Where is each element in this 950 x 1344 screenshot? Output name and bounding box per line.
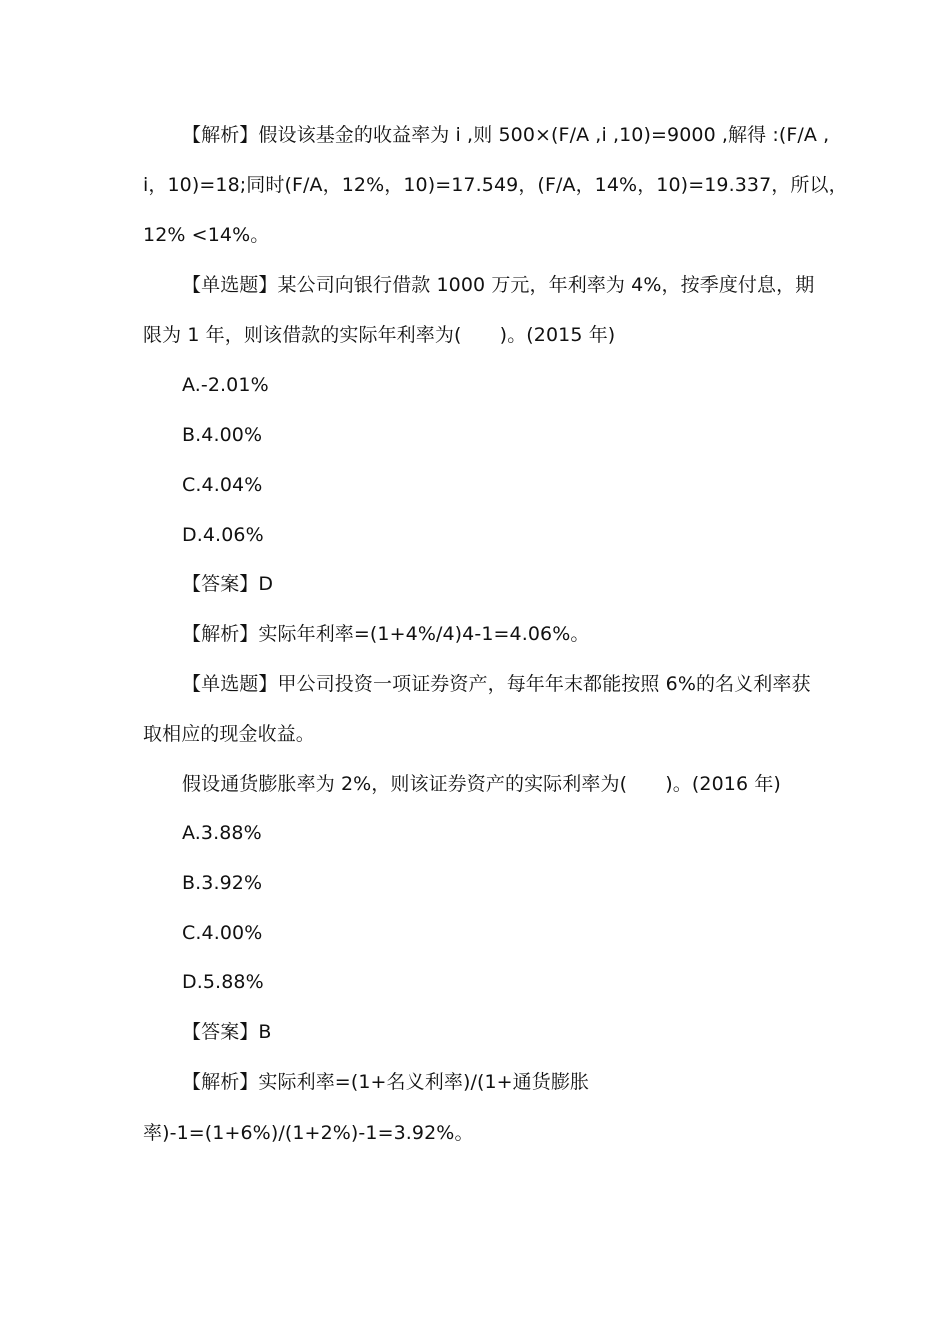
analysis-text-line: 【解析】实际年利率=(1+4%/4)4-1=4.06%。: [182, 623, 590, 645]
option-c: C.4.00%: [182, 922, 263, 944]
question-text-line: 限为 1 年，则该借款的实际年利率为( )。(2015 年): [143, 324, 616, 346]
question-text-line: 取相应的现金收益。: [143, 723, 315, 745]
question-text-line: 【单选题】甲公司投资一项证券资产，每年年末都能按照 6%的名义利率获: [182, 673, 811, 695]
option-d: D.5.88%: [182, 971, 264, 993]
option-b: B.4.00%: [182, 424, 263, 446]
option-d: D.4.06%: [182, 524, 264, 546]
analysis-text-line: 率)-1=(1+6%)/(1+2%)-1=3.92%。: [143, 1122, 474, 1144]
analysis-text-line: 12% <14%。: [143, 224, 270, 246]
option-b: B.3.92%: [182, 872, 263, 894]
analysis-text-line: i，10)=18;同时(F/A，12%，10)=17.549，(F/A，14%，10)=19.337，所以，: [143, 174, 848, 196]
option-a: A.3.88%: [182, 822, 262, 844]
question-text-line: 假设通货膨胀率为 2%，则该证券资产的实际利率为( )。(2016 年): [182, 773, 781, 795]
question-text-line: 【单选题】某公司向银行借款 1000 万元，年利率为 4%，按季度付息，期: [182, 274, 815, 296]
analysis-text-line: 【解析】实际利率=(1+名义利率)/(1+通货膨胀: [182, 1071, 590, 1093]
answer-line: 【答案】B: [182, 1021, 272, 1043]
answer-line: 【答案】D: [182, 573, 274, 595]
option-a: A.-2.01%: [182, 374, 269, 396]
option-c: C.4.04%: [182, 474, 263, 496]
analysis-text-line: 【解析】假设该基金的收益率为 i ,则 500×(F/A ,i ,10)=9000 ,解得 :(F/A ,: [182, 124, 830, 146]
